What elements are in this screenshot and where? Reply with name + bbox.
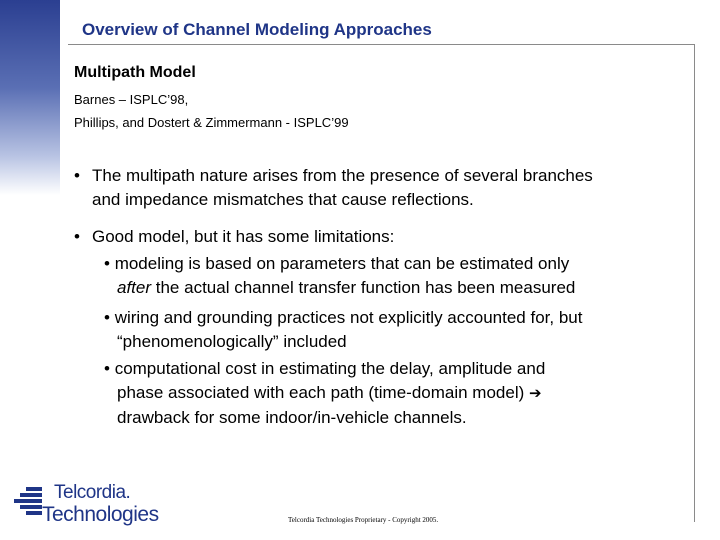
sub-bullet-text-line-1: modeling is based on parameters that can be estimated only [114,254,570,273]
sub-bullet-text-line-3: drawback for some indoor/in-vehicle channels. [117,408,467,427]
sub-bullet-text-line-2-rest: the actual channel transfer function has been measured [151,278,576,297]
sub-bullet-2 [104,306,694,354]
reference-line-1: Barnes – ISPLC’98, [74,92,189,107]
bullet-text-line-2: and impedance mismatches that cause reflections. [92,190,474,209]
reference-line-2: Phillips, and Dostert & Zimmermann - ISPLC’99 [74,115,349,130]
bullet-marker: • [74,166,80,185]
right-arrow-icon: ➔ [529,385,542,402]
sub-bullet-text-line-2 [104,276,694,300]
section-heading: Multipath Model [74,64,196,81]
sub-bullet-text-line-2 [104,381,694,406]
bullet-text-line-1: The multipath nature arises from the presence of several branches [92,166,593,185]
emphasis-after: after [117,278,152,297]
sub-bullet-marker: • [104,254,110,273]
slide-side-bar [0,0,60,195]
sub-bullet-text-line-1: computational cost in estimating the delay, amplitude and [114,359,546,378]
copyright-footer: Telcordia Technologies Proprietary - Copyright 2005. [288,516,439,524]
bullet-text-line-1: Good model, but it has some limitations: [92,227,395,246]
title-divider [68,44,694,45]
sub-bullet-text-line-2-main: phase associated with each path (time-domain model) [117,383,525,402]
sub-bullet-text-line-1: wiring and grounding practices not explicitly accounted for, but [114,308,583,327]
sub-bullet-marker: • [104,359,110,378]
bullet-item-2 [74,225,694,249]
sub-bullet-3 [104,357,694,430]
logo-wordmark-top: Telcordia. [54,482,131,503]
sub-bullet-text-line-2: “phenomenologically” included [117,332,347,351]
slide-title: Overview of Channel Modeling Approaches [82,20,432,39]
sub-bullet-1 [104,252,694,300]
sub-bullet-marker: • [104,308,110,327]
right-border-line [694,44,695,522]
bullet-marker: • [74,227,80,246]
company-logo [12,482,172,532]
logo-wordmark-bottom: Technologies [42,503,159,526]
telcordia-mark-icon [12,486,42,516]
bullet-item-1 [74,164,694,212]
